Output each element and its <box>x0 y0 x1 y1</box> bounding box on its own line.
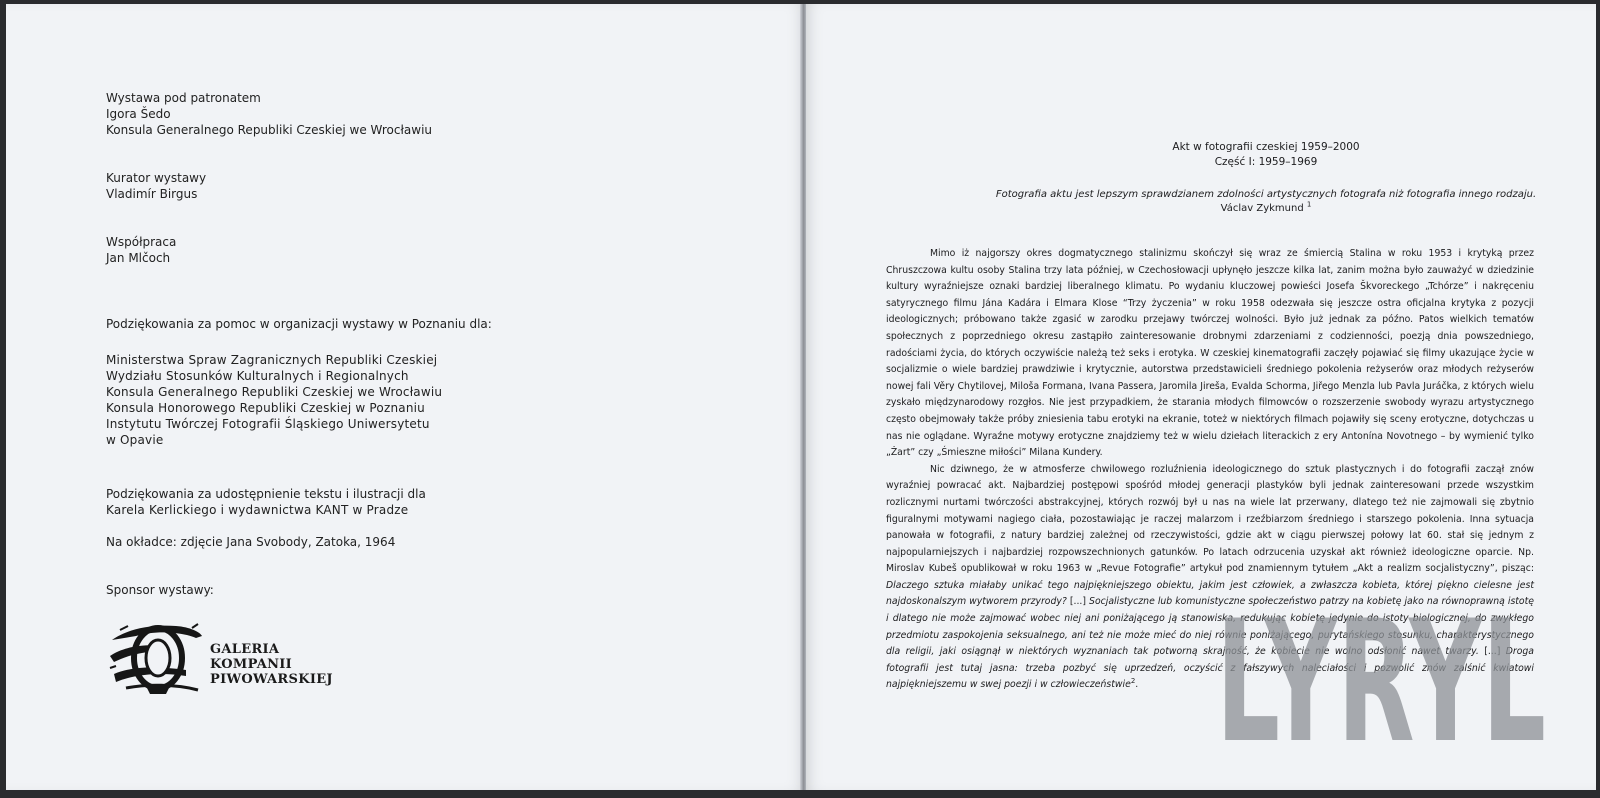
galeria-emblem-icon <box>106 616 206 696</box>
epigraph-author: Václav Zykmund <box>1220 203 1304 214</box>
quote-text: Socjalistyczne lub komunistyczne społeczeństwo patrzy na kobietę jako na równoprawną istotę i dlatego nie może zajmować wobec niej ani poniżającego ją stanowiska, redukując kobietę jedynie do istoty biologicznej, do zwykłego przedmiotu zaspokojenia seksualnego, ani też nie może mieć do niej równie poniżającego, purytańskiego stosunku, charakterystycznego dla religii, jaki osiągnął w niektórych wyznaniach tak potworną skrajność, że kobiecie nie wolno odsłonić nawet twarzy. <box>886 596 1534 658</box>
logo-line: PIWOWARSKIEJ <box>210 672 333 687</box>
thanks-intro-text: Podziękowania za pomoc w organizacji wystawy w Poznaniu dla: <box>106 317 492 331</box>
cover-note-text: Na okładce: zdjęcie Jana Svobody, Zatoka, 1964 <box>106 535 396 549</box>
thanks-intro <box>106 316 492 332</box>
left-page <box>6 4 804 790</box>
patronage-line: Wystawa pod patronatem <box>106 91 261 105</box>
paragraph: Mimo iż najgorszy okres dogmatycznego stalinizmu skończył się wraz ze śmiercią Stalina w roku 1953 i krytyką przez Chruszczowa kultu osoby Stalina trzy lata później, w Czechosłowacji upłynęło jeszcze kilka lat, zanim można było zauważyć w dziedzinie kultury wyraźniejsze oznaki bardziej liberalnego klimatu. Po wydaniu kluczowej powieści Josefa Škvoreckego „Tchórze” i nakręceniu satyrycznego filmu Jána Kadára i Elmara Klose “Trzy życzenia” w roku 1958 odezwała się jeszcze ostra oficjalna krytyka z pozycji ideologicznych; próbowano także zgasić w zarodku przejawy twórczej wolności. Było już jednak za późno. Patos wielkich tematów społecznych z poprzedniego okresu zastąpiło zainteresowanie drobnymi zdarzeniami z codzienności, poezją dnia powszedniego, radościami życia, do których oczywiście należą też seks i erotyka. W czeskiej kinematografii zaczęły pojawiać się filmy ukazujące życie w socjalizmie o wiele bardziej prawdziwie i krytycznie, autorstwa przedstawicieli średniego pokolenia reżyserów oraz młodych reżyserów nowej fali Věry Chytilovej, Miloša Formana, Ivana Passera, Jaromila Jireša, Evalda Schorma, Jiřego Menzla lub Pavla Juráčka, z których wielu zyskało międzynarodowy rozgłos. Nie jest przypadkiem, że starania młodych filmowców o rozszerzenie swobody wyrazu artystycznego często obejmowały także próby zniesienia tabu erotyki na ekranie, toteż w niektórych filmach pojawiły się sceny erotyczne, dotychczas u nas nie oglądane. Wyraźne motywy erotyczne znajdziemy też w wielu dziełach literackich z ery Antonína Novotnego – by wymienić tylko „Żart” czy „Śmieszne miłości” Milana Kundery. <box>886 248 1534 459</box>
patronage-block <box>106 90 432 138</box>
cover-note <box>106 534 395 550</box>
epigraph-quote: Fotografia aktu jest lepszym sprawdzianem zdolności artystycznych fotografa niż fotografia innego rodzaju. <box>995 189 1537 200</box>
quote-text: Dlaczego sztuka miałaby unikać tego najpiękniejszego obiektu, jakim jest człowiek, a zwłaszcza kobieta, której piękno cielesne jest najdoskonalszym wytworem przyrody? <box>886 579 1534 608</box>
text-thanks-block <box>106 486 426 518</box>
footnote-mark: 1 <box>1306 200 1312 209</box>
list-item: Konsula Honorowego Republiki Czeskiej w Poznaniu <box>106 401 425 415</box>
list-item: Wydziału Stosunków Kulturalnych i Regionalnych <box>106 369 409 383</box>
right-page <box>806 4 1596 790</box>
watermark-logo <box>1216 600 1546 750</box>
article-title: Akt w fotografii czeskiej 1959–2000 <box>1172 141 1360 153</box>
list-item: Instytutu Twórczej Fotografii Śląskiego Uniwersytetu <box>106 417 430 431</box>
paragraph-end: . <box>1135 679 1139 691</box>
logo-line: GALERIA <box>210 642 280 657</box>
paragraph-text: Nic dziwnego, że w atmosferze chwilowego rozluźnienia ideologicznego do sztuk plastycznych i do fotografii zaczął znów wyraźniej powracać akt. Najbardziej postępowi spośród młodej generacji plastyków byli jednak zainteresowani przede wszystkim rozlicznymi nurtami twórczości abstrakcyjnej, których rozwój był u nas na wiele lat przerwany, dlatego też nie zajmowali się zbytnio figuralnymi motywami nagiego ciała, pozostawiając je raczej malarzom i rzeźbiarzom średniego i starszego pokolenia. Inna sytuacja panowała w fotografii, z natury bardziej zależnej od rzeczywistości, gdzie akt w ciągu pierwszej połowy lat 60. stał się jednym z najpopularniejszych i najbardziej rozpowszechnionych gatunków. Po latach odrzucenia uzyskał akt również ideologiczne oparcie. Np. Miroslav Kubeš opublikował w roku 1963 w „Revue Fotografie” artykuł pod znamiennym tytułem „Akt a realizm socjalistyczny”, pisząc: <box>886 463 1534 575</box>
patron-title: Konsula Generalnego Republiki Czeskiej we Wrocławiu <box>106 123 433 137</box>
curator-label: Kurator wystawy <box>106 171 207 185</box>
ellipsis: [...] <box>1478 646 1506 658</box>
article-subtitle: Część I: 1959–1969 <box>1214 156 1318 168</box>
logo-line: KOMPANII <box>210 657 293 672</box>
article-heading <box>1036 140 1496 170</box>
ellipsis: [...] <box>1066 596 1090 608</box>
sponsor-logo <box>106 616 346 696</box>
list-item: Ministerstwa Spraw Zagranicznych Republiki Czeskiej <box>106 353 438 367</box>
curator-name: Vladimír Birgus <box>106 187 198 201</box>
sponsor-label <box>106 582 214 598</box>
cooperation-name: Jan Mlčoch <box>106 251 171 265</box>
cooperation-label: Współpraca <box>106 235 177 249</box>
thanks-list <box>106 352 442 448</box>
curator-block <box>106 170 206 202</box>
sponsor-label-text: Sponsor wystawy: <box>106 583 214 597</box>
footnote-mark: 2 <box>1130 677 1136 686</box>
text-thanks-line2: Karela Kerlickiego i wydawnictwa KANT w Pradze <box>106 503 409 517</box>
text-thanks-line1: Podziękowania za udostępnienie tekstu i ilustracji dla <box>106 487 426 501</box>
epigraph-attribution <box>976 202 1556 216</box>
list-item: w Opavie <box>106 433 164 447</box>
watermark-text: LYRYL <box>1216 600 1546 750</box>
epigraph <box>976 188 1556 216</box>
sponsor-logo-text <box>210 642 333 687</box>
quote-text: Droga fotografii jest tutaj jasna: trzeba pozbyć się uprzedzeń, oczyścić z fałszywych naleciałości i pozwolić znów zalśnić kwiatowi najpiękniejszemu w swej poezji i w człowieczeństwie <box>886 646 1535 691</box>
cooperation-block <box>106 234 176 266</box>
list-item: Konsula Generalnego Republiki Czeskiej we Wrocławiu <box>106 385 443 399</box>
patron-name: Igora Šedo <box>106 107 171 121</box>
